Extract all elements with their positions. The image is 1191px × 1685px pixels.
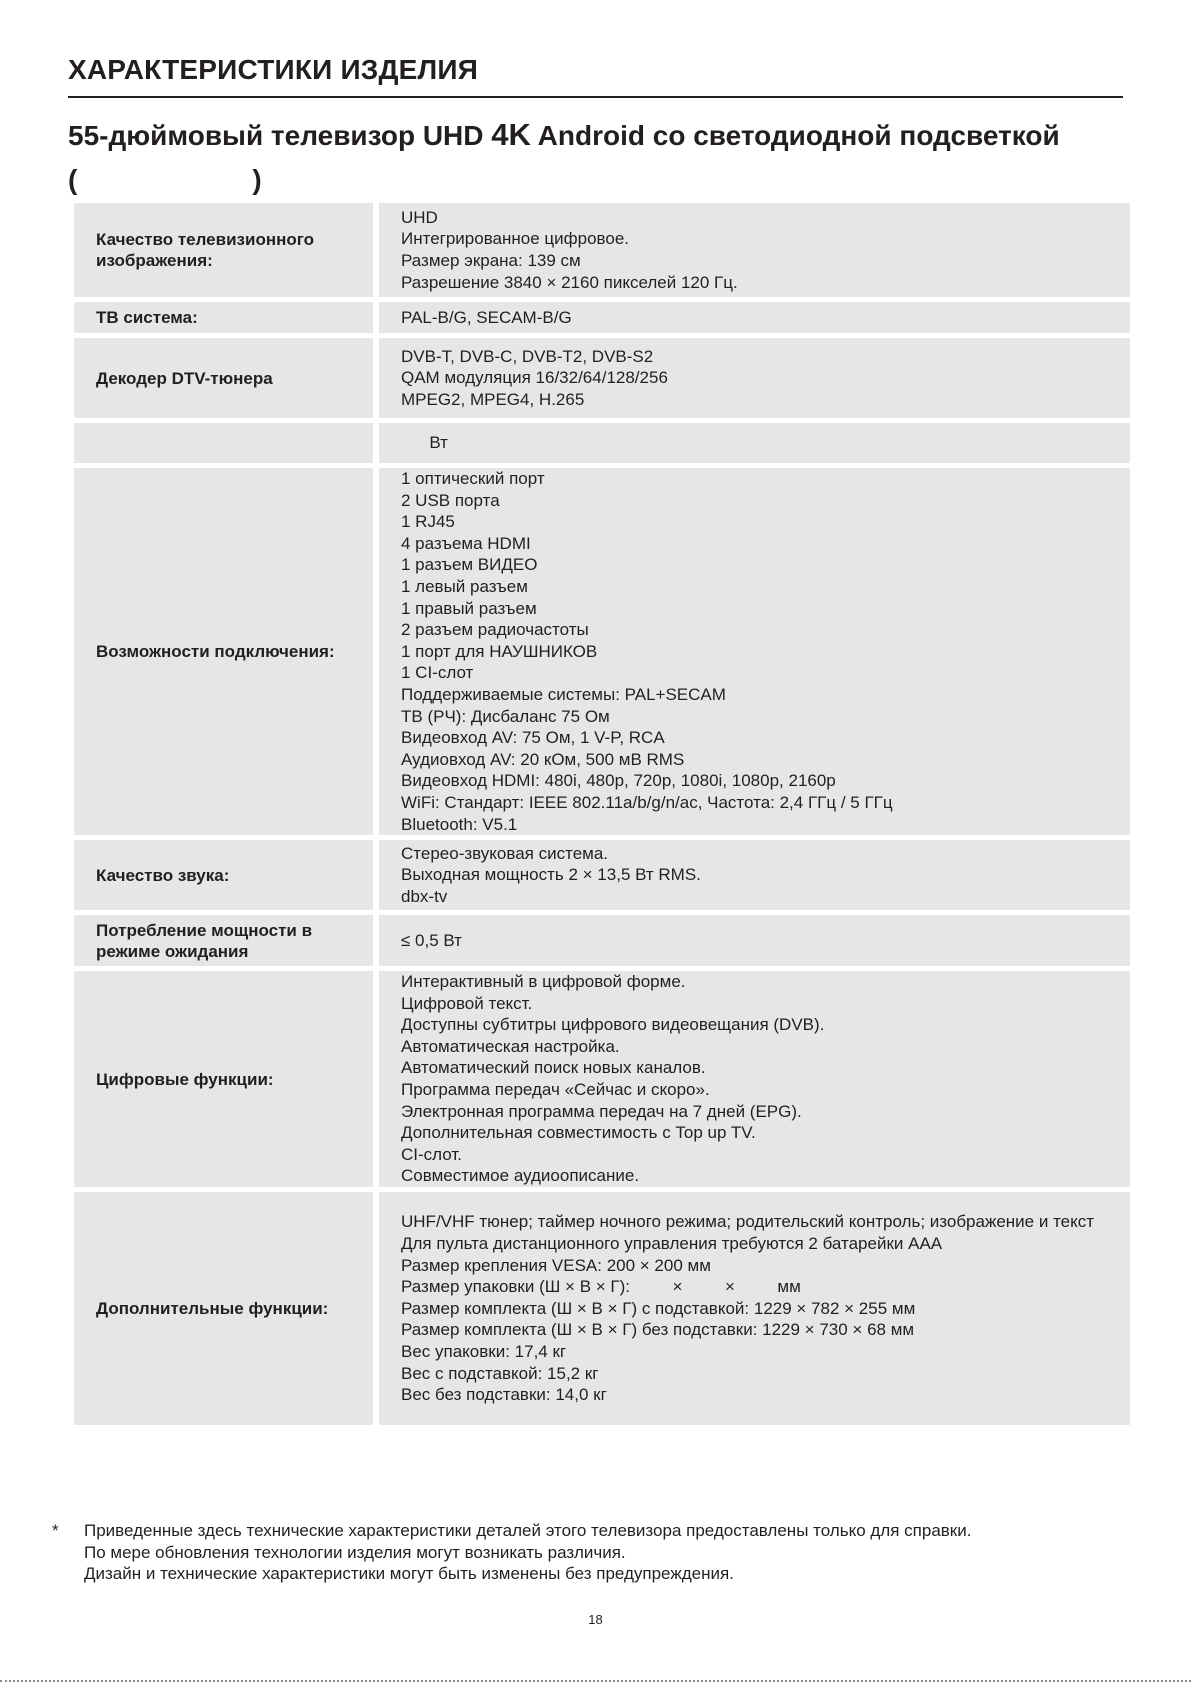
- spec-value-line: Дополнительная совместимость с Top up TV.: [401, 1123, 756, 1143]
- spec-row: [74, 840, 1130, 910]
- spec-value-line: 4 разъема HDMI: [401, 533, 531, 553]
- page-number: 18: [588, 1612, 603, 1627]
- spec-value: [379, 840, 1130, 910]
- spec-value-line: 1 порт для НАУШНИКОВ: [401, 641, 598, 661]
- spec-value-line: Автоматический поиск новых каналов.: [401, 1058, 706, 1078]
- spec-value: [379, 915, 1130, 966]
- spec-value-line: CI-слот.: [401, 1144, 462, 1164]
- footnote-line: Дизайн и технические характеристики могут быть изменены без предупреждения.: [84, 1564, 734, 1584]
- footnote-line: По мере обновления технологии изделия могут возникать различия.: [84, 1542, 626, 1562]
- spec-value-line: Автоматическая настройка.: [401, 1036, 620, 1056]
- spec-value-line: dbx-tv: [401, 886, 448, 906]
- spec-label: Качество звука:: [74, 840, 373, 910]
- spec-value-line: Интегрированное цифровое.: [401, 229, 630, 249]
- spec-value: [379, 423, 1130, 463]
- spec-value-line: WiFi: Стандарт: IEEE 802.11a/b/g/n/ac, Частота: 2,4 ГГц / 5 ГГц: [401, 792, 893, 812]
- spec-value-line: Видеовход HDMI: 480i, 480p, 720p, 1080i, 1080p, 2160p: [401, 771, 836, 791]
- spec-value: [379, 302, 1130, 333]
- spec-value-line: Вт: [401, 433, 448, 453]
- model-close-paren: ): [252, 164, 262, 195]
- spec-value-line: Аудиовход AV: 20 кОм, 500 мВ RMS: [401, 749, 685, 769]
- spec-row: [74, 338, 1130, 418]
- product-title-part3: Android со светодиодной подсветкой: [530, 120, 1060, 151]
- spec-row: [74, 915, 1130, 966]
- spec-row: [74, 302, 1130, 333]
- spec-value: [379, 468, 1130, 835]
- product-title-4k: 4K: [491, 117, 531, 152]
- spec-value-line: Совместимое аудиоописание.: [401, 1166, 640, 1186]
- spec-value-line: 2 разъем радиочастоты: [401, 620, 589, 640]
- spec-row: [74, 1192, 1130, 1425]
- spec-value-line: Стерео-звуковая система.: [401, 843, 609, 863]
- spec-value-line: DVB-T, DVB-C, DVB-T2, DVB-S2: [401, 346, 654, 366]
- spec-value-line: ≤ 0,5 Вт: [401, 930, 462, 950]
- spec-value-line: Размер комплекта (Ш × В × Г) без подставки: 1229 × 730 × 68 мм: [401, 1320, 915, 1340]
- spec-label: Потребление мощности в режиме ожидания: [74, 915, 373, 966]
- spec-table: [74, 203, 1130, 1430]
- spec-row: [74, 971, 1130, 1187]
- footnote-line: Приведенные здесь технические характеристики деталей этого телевизора предоставлены только для справки.: [84, 1521, 972, 1540]
- spec-value-line: 1 разъем ВИДЕО: [401, 555, 538, 575]
- spec-label: Качество телевизионного изображения:: [74, 203, 373, 297]
- spec-row: [74, 468, 1130, 835]
- spec-value-line: 1 правый разъем: [401, 598, 537, 618]
- footnote-asterisk: *: [52, 1521, 59, 1540]
- heading-rule: [68, 96, 1123, 98]
- spec-label: Дополнительные функции:: [74, 1192, 373, 1425]
- spec-label: [74, 423, 373, 463]
- spec-value-line: 1 CI-слот: [401, 663, 474, 683]
- spec-value: [379, 971, 1130, 1187]
- spec-value: [379, 1192, 1130, 1425]
- spec-label: Декодер DTV-тюнера: [74, 338, 373, 418]
- spec-value-line: MPEG2, MPEG4, H.265: [401, 389, 585, 409]
- spec-value-line: Вес с подставкой: 15,2 кг: [401, 1363, 599, 1383]
- spec-value-line: Видеовход AV: 75 Ом, 1 V-P, RCA: [401, 728, 665, 748]
- spec-value-line: QAM модуляция 16/32/64/128/256: [401, 368, 668, 388]
- spec-value-line: Интерактивный в цифровой форме.: [401, 972, 686, 992]
- spec-label: Цифровые функции:: [74, 971, 373, 1187]
- spec-value-line: Поддерживаемые системы: PAL+SECAM: [401, 684, 726, 704]
- spec-value-line: Электронная программа передач на 7 дней (EPG).: [401, 1101, 802, 1121]
- spec-value-line: 1 левый разъем: [401, 576, 528, 596]
- spec-value-line: UHD: [401, 207, 438, 227]
- product-title: [68, 117, 1060, 153]
- spec-value: [379, 203, 1130, 297]
- page-edge-dotted-line: [0, 1680, 1191, 1682]
- spec-value-line: UHF/VHF тюнер; таймер ночного режима; родительский контроль; изображение и текст: [401, 1212, 1095, 1232]
- spec-value-line: Размер упаковки (Ш × В × Г): × × мм: [401, 1277, 801, 1297]
- model-number: [68, 164, 262, 196]
- spec-value-line: 1 RJ45: [401, 512, 455, 532]
- spec-value-line: Для пульта дистанционного управления требуются 2 батарейки AAA: [401, 1233, 943, 1253]
- spec-value-line: Программа передач «Сейчас и скоро».: [401, 1080, 710, 1100]
- spec-value-line: Выходная мощность 2 × 13,5 Вт RMS.: [401, 865, 701, 885]
- spec-value-line: Вес упаковки: 17,4 кг: [401, 1341, 567, 1361]
- spec-value-line: 2 USB порта: [401, 490, 500, 510]
- spec-value-line: Цифровой текст.: [401, 993, 533, 1013]
- spec-value-line: Размер крепления VESA: 200 × 200 мм: [401, 1255, 711, 1275]
- spec-value-line: Доступны субтитры цифрового видеовещания (DVB).: [401, 1015, 825, 1035]
- product-title-part1: 55-дюймовый телевизор UHD: [68, 120, 492, 151]
- spec-value-line: PAL-B/G, SECAM-B/G: [401, 307, 572, 327]
- spec-value-line: 1 оптический порт: [401, 469, 545, 488]
- spec-label: Возможности подключения:: [74, 468, 373, 835]
- spec-label: ТВ система:: [74, 302, 373, 333]
- spec-value-line: Bluetooth: V5.1: [401, 814, 518, 834]
- spec-value: [379, 338, 1130, 418]
- spec-value-line: Вес без подставки: 14,0 кг: [401, 1385, 607, 1405]
- spec-value-line: ТВ (РЧ): Дисбаланс 75 Ом: [401, 706, 610, 726]
- spec-value-line: Размер комплекта (Ш × В × Г) с подставкой: 1229 × 782 × 255 мм: [401, 1298, 916, 1318]
- model-open-paren: (: [68, 164, 78, 195]
- spec-value-line: Размер экрана: 139 см: [401, 251, 581, 270]
- spec-row: [74, 203, 1130, 297]
- page-heading: ХАРАКТЕРИСТИКИ ИЗДЕЛИЯ: [68, 54, 479, 85]
- footnote: [52, 1520, 1152, 1585]
- spec-row: [74, 423, 1130, 463]
- spec-value-line: Разрешение 3840 × 2160 пикселей 120 Гц.: [401, 272, 738, 292]
